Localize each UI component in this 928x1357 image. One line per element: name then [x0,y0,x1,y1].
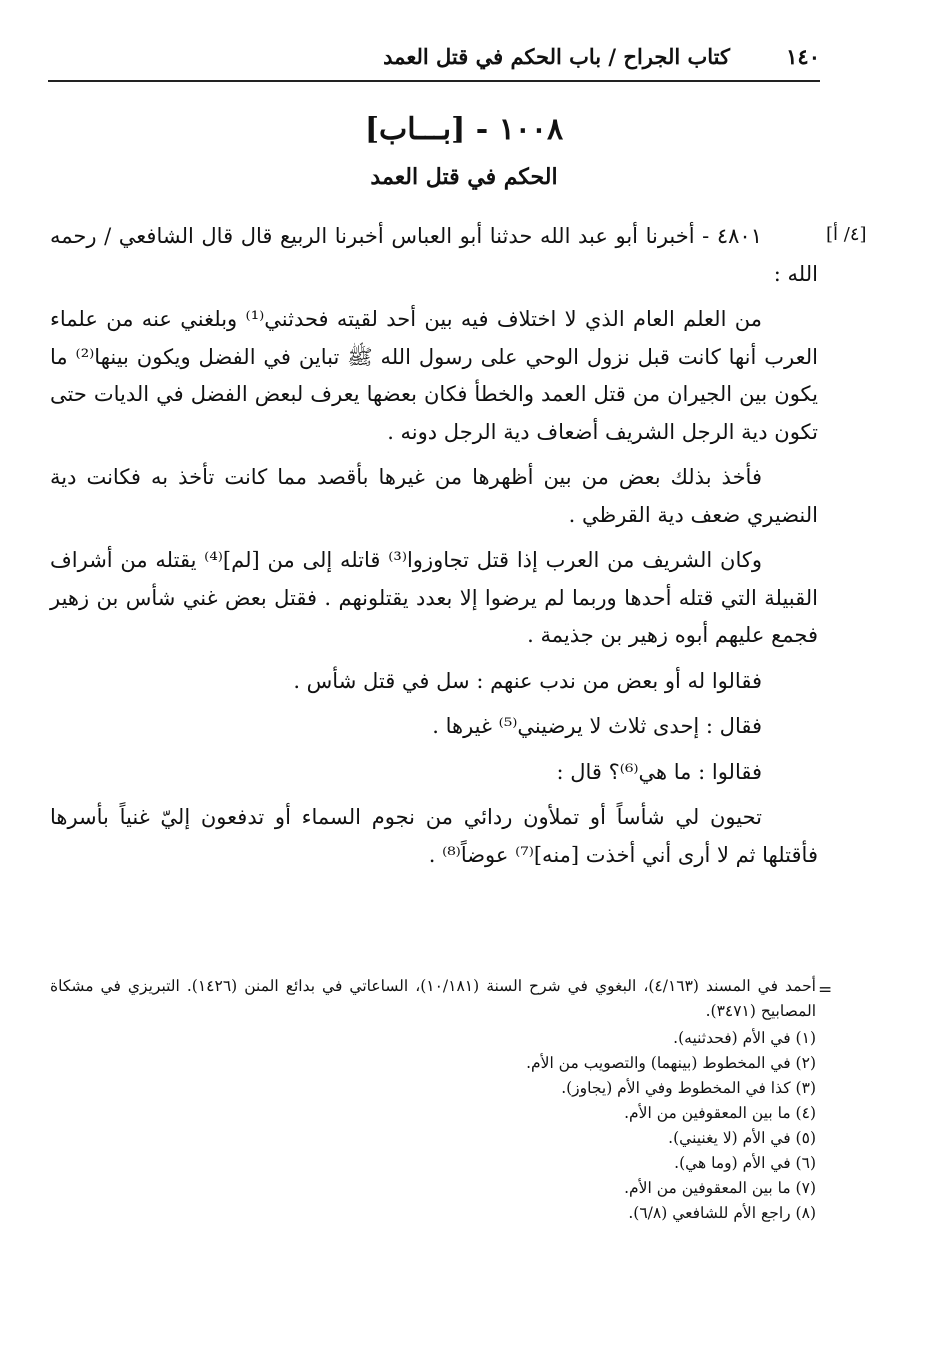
body-paragraph: فقالوا له أو بعض من ندب عنهم : سل في قتل شأس . [293,668,762,693]
body-paragraph: فقال : إحدى ثلاث لا يرضيني⁽⁵⁾ غيرها . [432,714,762,738]
footnote-continuation: أحمد في المسند (٤/١٦٣)، البغوي في شرح السنة (١٠/١٨١)، الساعاتي في بدائع المنن (١٤٢٦). التبريزي في مشكاة المصابيح (٣٤٧١). [50,977,816,1020]
manuscript-folio-reference: [٤/ أ] [826,224,867,245]
body-paragraph: فقالوا : ما هي⁽⁶⁾؟ قال : [556,759,762,784]
body-paragraph: فأخذ بذلك بعض من بين أظهرها من غيرها بأقصد مما كانت تأخذ به فكانت دية النضيري ضعف دية القرظي . [50,465,818,527]
running-header-title: كتاب الجراح / باب الحكم في قتل العمد [383,44,730,69]
body-paragraph: وكان الشريف من العرب إذا قتل تجاوزوا⁽³⁾ قاتله إلى من [لم]⁽⁴⁾ يقتله من أشراف القبيلة التي قتله أحدها وربما لم يرضوا إلا بعدد يقتلونهم . فقتل بعض غني شأس بن زهير فجمع عليهم أبوه زهير بن جذيمة . [50,548,818,647]
footnote-item: (٥) في الأم (لا يغنيني). [668,1129,816,1147]
footnote-item: (١) في الأم (فحدثنيه). [673,1029,816,1047]
footnote-item: (٨) راجع الأم للشافعي (٦/٨). [628,1204,816,1222]
footnote-item: (٦) في الأم (وما هي). [674,1154,816,1172]
running-header [48,40,820,82]
footnotes [50,974,816,1226]
chapter-heading: ١٠٠٨ - [بـــاب] [364,112,564,147]
footnote-item: (٣) كذا في المخطوط وفي الأم (يجاوز). [561,1079,816,1097]
main-text [50,218,818,882]
hadith-isnad: ٤٨٠١ - أخبرنا أبو عبد الله حدثنا أبو العباس أخبرنا الربيع قال قال الشافعي / رحمه الله : [50,224,818,286]
footnote-item: (٢) في المخطوط (بينهما) والتصويب من الأم. [526,1054,816,1072]
footnote-continuation-marker: = [818,980,833,1000]
footnote-item: (٧) ما بين المعقوفين من الأم. [624,1179,816,1197]
body-paragraph: من العلم العام الذي لا اختلاف فيه بين أحد لقيته فحدثني⁽¹⁾ وبلغني عنه من علماء العرب أنها كانت قبل نزول الوحي على رسول الله ﷺ تباين في الفضل ويكون بينها⁽²⁾ ما يكون بين الجيران من قتل العمد والخطأ فكان بعضها يعرف لبعض الفضل في الديات حتى تكون دية الرجل الشريف أضعاف دية الرجل دونه . [50,307,818,444]
page-number: ١٤٠ [786,44,820,69]
body-paragraph: تحيون لي شأساً أو تملأون ردائي من نجوم السماء أو تدفعون إليّ غنياً بأسرها فأقتلها ثم لا أرى أني أخذت [منه]⁽⁷⁾ عوضاً⁽⁸⁾ . [50,805,818,867]
chapter-subheading: الحكم في قتل العمد [370,164,558,190]
footnote-item: (٤) ما بين المعقوفين من الأم. [624,1104,816,1122]
